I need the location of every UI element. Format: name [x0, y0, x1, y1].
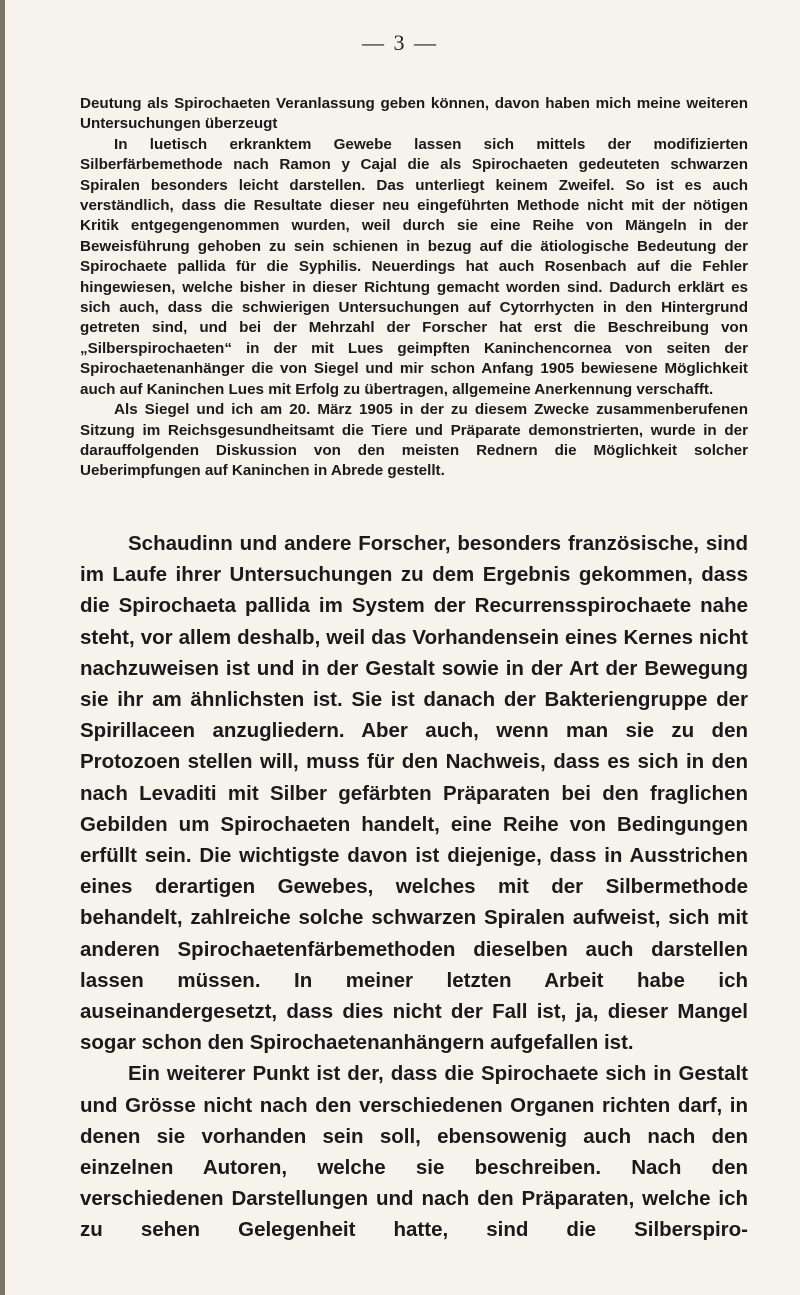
large-paragraph-2: Ein weiterer Punkt ist der, dass die Spirochaete sich in Gestalt und Grösse nicht nach den verschiedenen Organen richten darf, in denen sie vorhanden sein soll, ebensowenig auch nach den einzelnen Autoren, welche sie beschreiben. Nach den verschiedenen Darstellungen und nach den Präparaten, welche ich zu sehen Gelegenheit hatte, sind die Silberspiro- [80, 1062, 748, 1242]
small-paragraph-2: In luetisch erkranktem Gewebe lassen sich mittels der modifizierten Silberfärbemethode nach Ramon y Cajal die als Spirochaeten gedeuteten schwarzen Spiralen besonders leicht darstellen. Das unterliegt keinem Zweifel. So ist es auch verständlich, dass die Resultate dieser neu eingeführten Methode nicht mit der nötigen Kritik entgegengenommen wurden, weil durch sie eine Reihe von Mängeln in der Beweisführung gehoben zu sein schienen in bezug auf die ätiologische Bedeutung der Spirochaete pallida für die Syphilis. Neuerdings hat auch Rosenbach auf die Fehler hingewiesen, welche bisher in dieser Richtung gemacht worden sind. Dadurch erklärt es sich auch, dass die schwierigen Untersuchungen auf Cytorrhycten in den Hintergrund getreten sind, und bei der Mehrzahl der Forscher hat erst die Beschreibung von „Silberspirochaeten“ in der mit Lues geimpften Kaninchencornea von seiten der Spirochaetenanhänger die von Siegel und mir schon Anfang 1905 bewiesene Möglichkeit auch auf Kaninchen Lues mit Erfolg zu übertragen, allgemeine Anerkennung verschafft. [80, 135, 748, 398]
large-paragraph-1: Schaudinn und andere Forscher, besonders französische, sind im Laufe ihrer Untersuchungen zu dem Ergebnis gekommen, dass die Spirochaeta pallida im System der Recurrensspirochaete nahe steht, vor allem deshalb, weil das Vorhandensein eines Kernes nicht nachzuweisen ist und in der Gestalt sowie in der Art der Bewegung sie ihr am ähnlichsten ist. Sie ist danach der Bakteriengruppe der Spirillaceen anzugliedern. Aber auch, wenn man sie zu den Protozoen stellen will, muss für den Nachweis, dass es sich in den nach Levaditi mit Silber gefärbten Präparaten bei den fraglichen Gebilden um Spirochaeten handelt, eine Reihe von Bedingungen erfüllt sein. Die wichtigste davon ist diejenige, dass in Ausstrichen eines derartigen Gewebes, welches mit der Silbermethode behandelt, zahlreiche solche schwarzen Spiralen aufweist, sich mit anderen Spirochaetenfärbemethoden dieselben auch darstellen lassen müssen. In meiner letzten Arbeit habe ich auseinandergesetzt, dass dies nicht der Fall ist, ja, dieser Mangel sogar schon den Spirochaetenanhängern aufgefallen ist. [80, 532, 748, 1055]
page-left-edge [0, 0, 5, 1295]
small-paragraph-1: Deutung als Spirochaeten Veranlassung geben können, davon haben mich meine weiteren Untersuchungen überzeugt [80, 95, 748, 133]
small-print-section [80, 94, 748, 482]
small-paragraph-3: Als Siegel und ich am 20. März 1905 in der zu diesem Zwecke zusammenberufenen Sitzung im Reichsgesundheitsamt die Tiere und Präparate demonstrierten, wurde in der darauffolgenden Diskussion von den meisten Rednern die Möglichkeit solcher Ueberimpfungen auf Kaninchen in Abrede gestellt. [80, 401, 748, 480]
page-number: — 3 — [362, 30, 438, 55]
large-print-section [80, 528, 748, 1246]
